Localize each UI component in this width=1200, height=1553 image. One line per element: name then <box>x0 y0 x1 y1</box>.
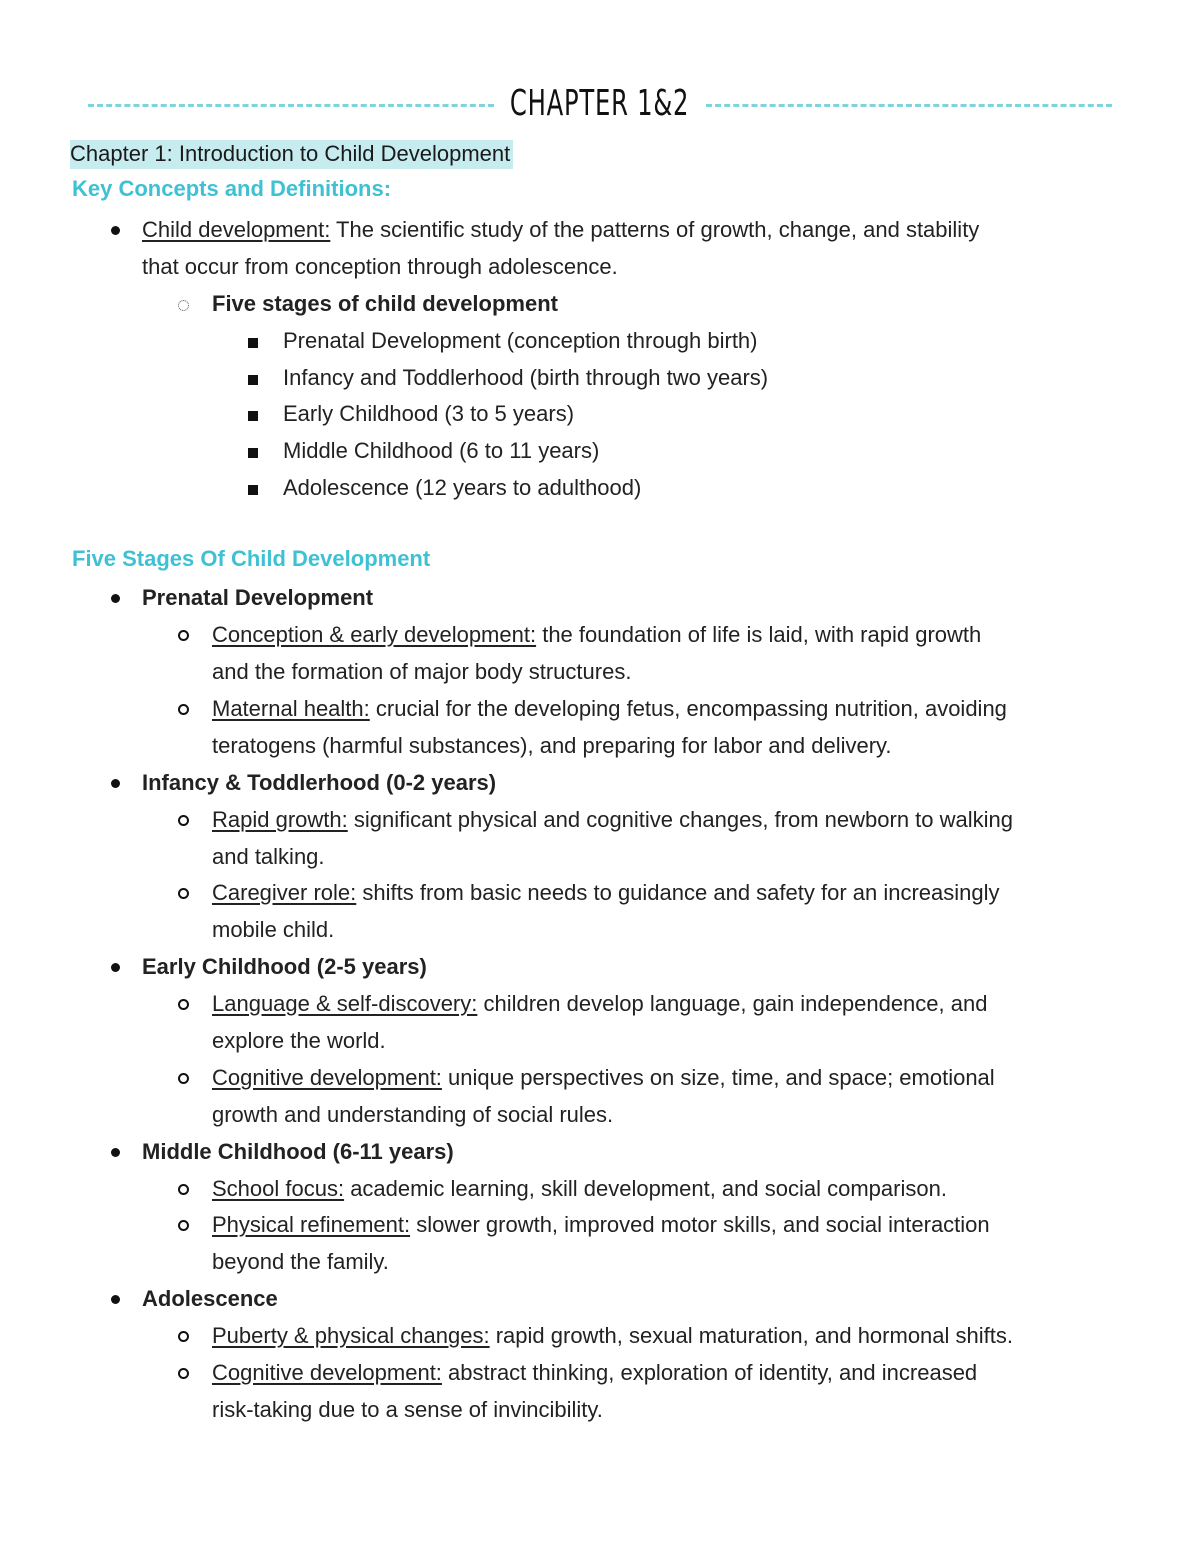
detail-term: Puberty & physical changes: <box>212 1323 490 1348</box>
square-bullet <box>248 375 258 385</box>
detail-line <box>212 1170 947 1207</box>
sub-bullet-ring <box>178 300 189 311</box>
square-bullet <box>248 411 258 421</box>
detail-line-cont: explore the world. <box>212 1028 386 1053</box>
detail-term: Language & self-discovery: <box>212 991 478 1016</box>
detail-text: rapid growth, sexual maturation, and hormonal shifts. <box>489 1323 1013 1348</box>
header-dash-right <box>706 104 1112 107</box>
stage-item: Middle Childhood (6 to 11 years) <box>283 438 600 463</box>
header-dash-left <box>88 104 494 107</box>
stage-item: Adolescence (12 years to adulthood) <box>283 475 642 500</box>
detail-line <box>212 1059 995 1096</box>
detail-line <box>212 1206 990 1243</box>
detail-text: slower growth, improved motor skills, and social interaction <box>410 1212 990 1237</box>
detail-line-cont: and the formation of major body structures. <box>212 659 632 684</box>
detail-line <box>212 985 987 1022</box>
square-bullet <box>248 485 258 495</box>
page-title: CHAPTER 1&2 <box>510 82 690 124</box>
definition-term: Child development: <box>142 217 331 242</box>
sub-bullet-ring <box>178 1184 189 1195</box>
detail-term: Physical refinement: <box>212 1212 411 1237</box>
bullet-dot <box>111 779 120 788</box>
detail-term: Cognitive development: <box>212 1065 442 1090</box>
detail-line-cont: growth and understanding of social rules. <box>212 1102 614 1127</box>
definition-line-2: that occur from conception through adolescence. <box>142 254 618 279</box>
section-title: Prenatal Development <box>142 585 374 610</box>
detail-line <box>212 874 1000 911</box>
bullet-dot <box>111 1295 120 1304</box>
sub-bullet-ring <box>178 999 189 1010</box>
detail-line-cont: and talking. <box>212 844 325 869</box>
square-bullet <box>248 338 258 348</box>
stage-item: Infancy and Toddlerhood (birth through two years) <box>283 365 769 390</box>
key-concepts-heading: Key Concepts and Definitions: <box>72 176 392 201</box>
sub-bullet-ring <box>178 1220 189 1231</box>
detail-term: Maternal health: <box>212 696 370 721</box>
section-title: Infancy & Toddlerhood (0-2 years) <box>142 770 497 795</box>
sub-bullet-ring <box>178 704 189 715</box>
detail-term: Conception & early development: <box>212 622 537 647</box>
section-title: Early Childhood (2-5 years) <box>142 954 427 979</box>
square-bullet <box>248 448 258 458</box>
detail-line-cont: beyond the family. <box>212 1249 389 1274</box>
sub-bullet-ring <box>178 888 189 899</box>
detail-term: Rapid growth: <box>212 807 348 832</box>
detail-line <box>212 801 1013 838</box>
sub-bullet-ring <box>178 815 189 826</box>
detail-term: Cognitive development: <box>212 1360 442 1385</box>
chapter-header <box>88 78 1112 128</box>
detail-term: School focus: <box>212 1176 345 1201</box>
definition-line-1 <box>142 211 979 248</box>
detail-text: shifts from basic needs to guidance and safety for an increasingly <box>356 880 1000 905</box>
sub-bullet-ring <box>178 630 189 641</box>
definition-text-1: The scientific study of the patterns of growth, change, and stability <box>330 217 980 242</box>
detail-line-cont: mobile child. <box>212 917 335 942</box>
detail-line <box>212 1317 1013 1354</box>
five-stages-subheading: Five stages of child development <box>212 291 558 316</box>
bullet-dot <box>111 963 120 972</box>
detail-text: significant physical and cognitive changes, from newborn to walking <box>347 807 1014 832</box>
sub-bullet-ring <box>178 1073 189 1084</box>
bullet-dot <box>111 226 120 235</box>
detail-text: crucial for the developing fetus, encompassing nutrition, avoiding <box>369 696 1007 721</box>
chapter-1-title: Chapter 1: Introduction to Child Development <box>70 140 513 169</box>
detail-line <box>212 690 1007 727</box>
section-title: Adolescence <box>142 1286 278 1311</box>
detail-line-cont: risk-taking due to a sense of invincibility. <box>212 1397 603 1422</box>
sub-bullet-ring <box>178 1368 189 1379</box>
detail-text: academic learning, skill development, and social comparison. <box>344 1176 947 1201</box>
detail-text: unique perspectives on size, time, and space; emotional <box>441 1065 995 1090</box>
stage-item: Early Childhood (3 to 5 years) <box>283 401 575 426</box>
section-title: Middle Childhood (6-11 years) <box>142 1139 454 1164</box>
detail-line-cont: teratogens (harmful substances), and preparing for labor and delivery. <box>212 733 892 758</box>
detail-line <box>212 1354 977 1391</box>
detail-text: the foundation of life is laid, with rapid growth <box>536 622 982 647</box>
detail-line <box>212 616 981 653</box>
bullet-dot <box>111 1148 120 1157</box>
bullet-dot <box>111 594 120 603</box>
stage-item: Prenatal Development (conception through birth) <box>283 328 758 353</box>
detail-text: abstract thinking, exploration of identity, and increased <box>441 1360 978 1385</box>
sub-bullet-ring <box>178 1331 189 1342</box>
detail-text: children develop language, gain independence, and <box>477 991 988 1016</box>
detail-term: Caregiver role: <box>212 880 357 905</box>
five-stages-heading: Five Stages Of Child Development <box>72 546 431 571</box>
